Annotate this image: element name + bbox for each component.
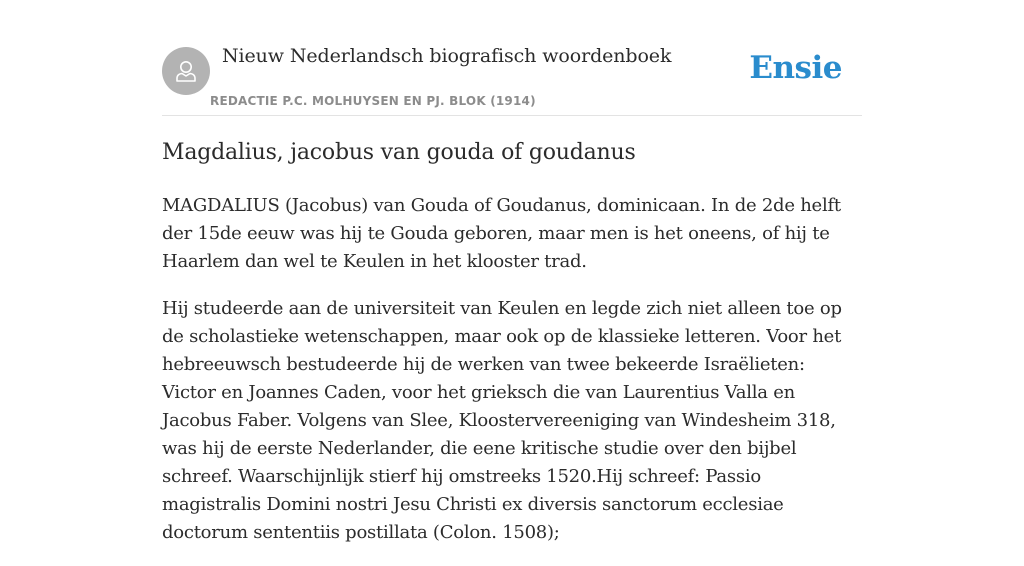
article-title: Magdalius, jacobus van gouda of goudanus [162,140,636,165]
ensie-logo[interactable]: Ensie [749,50,842,86]
page-container [162,0,862,543]
article-paragraph: MAGDALIUS (Jacobus) van Gouda of Goudanus, dominicaan. In de 2de helft der 15de eeuw was hij te Gouda geboren, maar men is het oneens, of hij te Haarlem dan wel te Keulen in het klooster trad. [162,195,841,272]
article-paragraph: Hij studeerde aan de universiteit van Keulen en legde zich niet alleen toe op de scholastieke wetenschappen, maar ook op de klassieke letteren. Voor het hebreeuwsch bestudeerde hij de werken van twee bekeerde Israëlieten: Victor en Joannes Caden, voor het grieksch die van Laurentius Valla en Jacobus Faber. Volgens van Slee, Kloostervereeniging van Windesheim 318, was hij de eerste Nederlander, die eene kritische studie over den bijbel schreef. Waarschijnlijk stierf hij omstreeks 1520.Hij schreef: Passio magistralis Domini nostri Jesu Christi ex diversis sanctorum ecclesiae doctorum sententiis postillata (Colon. 1508); [162,298,842,543]
article-body [162,192,862,566]
source-title[interactable]: Nieuw Nederlandsch biografisch woordenboek [222,45,672,67]
source-header [162,0,862,116]
user-icon [173,58,199,84]
source-editors: REDACTIE P.C. MOLHUYSEN EN PJ. BLOK (1914) [210,94,536,108]
avatar [162,47,210,95]
